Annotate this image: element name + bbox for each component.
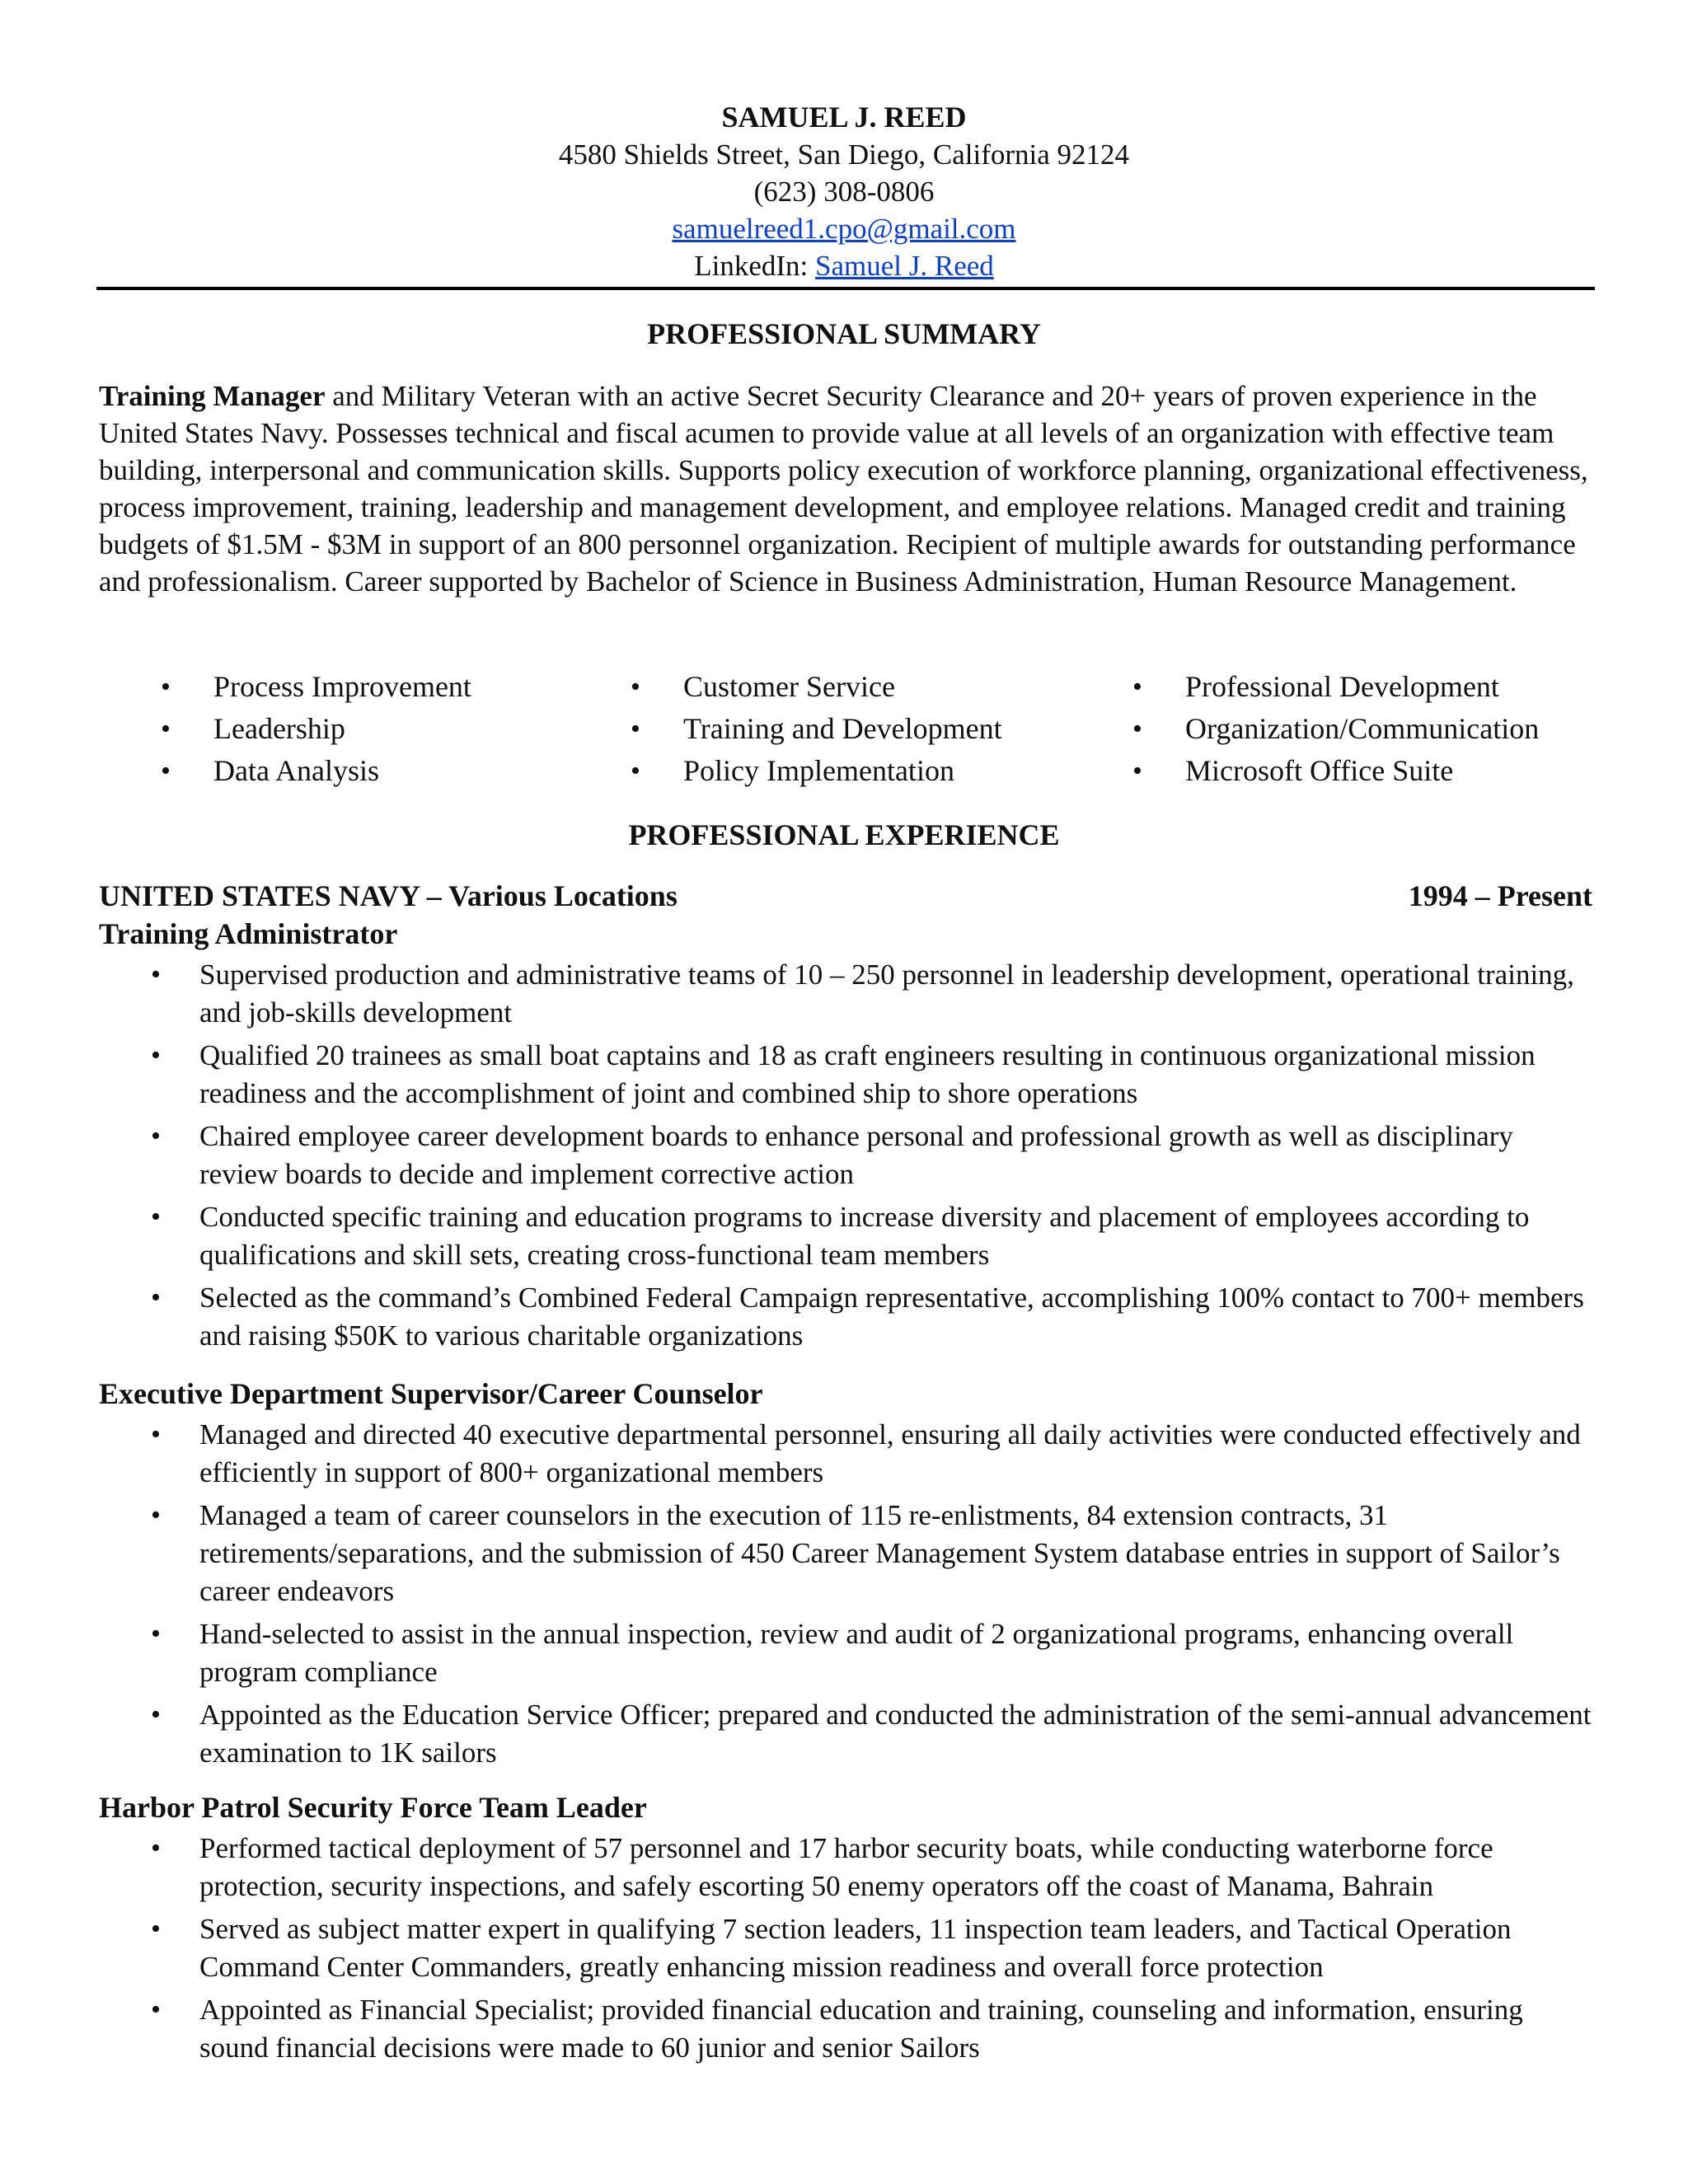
bullet-item: • Managed a team of career counselors in the execution of 115 re-enlistments, 84 extension contracts, 31 retirements/separations, and the submission of 450 Career Management System database entries in support of Sailor’s career endeavors <box>99 1497 1595 1610</box>
employer-line <box>99 877 1592 915</box>
bullet-item: • Conducted specific training and education programs to increase diversity and placement of employees according to qualifications and skill sets, creating cross-functional team members <box>99 1198 1595 1274</box>
employer-name: UNITED STATES NAVY – Various Locations <box>99 879 678 912</box>
summary-lead: Training Manager <box>99 380 326 412</box>
candidate-name: SAMUEL J. REED <box>721 101 967 134</box>
bullet-item: • Served as subject matter expert in qualifying 7 section leaders, 11 inspection team leaders, and Tactical Operation Command Center Commanders, greatly enhancing mission readiness and overall force protection <box>99 1910 1595 1986</box>
header-divider <box>96 287 1595 290</box>
summary-text: and Military Veteran with an active Secret Security Clearance and 20+ years of proven experience in the United States Navy. Possesses technical and fiscal acumen to provide value at all levels of an organization with effective team building, interpersonal and communication skills. Supports policy execution of workforce planning, organizational effectiveness, process improvement, training, leadership and management development, and employee relations. Managed credit and training budgets of $1.5M - $3M in support of an 800 personnel organization. Recipient of multiple awards for outstanding performance and professionalism. Career supported by Bachelor of Science in Business Administration, Human Resource Management. <box>99 380 1588 598</box>
skill-item: • Policy Implementation <box>631 750 1002 792</box>
bullet-item: • Appointed as Financial Specialist; provided financial education and training, counseling and information, ensuring sound financial decisions were made to 60 junior and senior Sailors <box>99 1991 1595 2067</box>
skill-item: • Process Improvement <box>161 666 471 708</box>
bullet-item: • Supervised production and administrative teams of 10 – 250 personnel in leadership development, operational training, and job-skills development <box>99 956 1595 1032</box>
role-bullets <box>99 1830 1595 2072</box>
skill-item: • Customer Service <box>631 666 1002 708</box>
role-title: Training Administrator <box>99 917 398 950</box>
linkedin-link[interactable]: Samuel J. Reed <box>815 250 994 282</box>
skill-item: • Professional Development <box>1132 666 1539 708</box>
contact-header <box>0 99 1688 284</box>
skills-column-3 <box>1132 666 1539 792</box>
role-bullets <box>99 1416 1595 1777</box>
skills-column-1 <box>161 666 471 792</box>
skill-item: • Training and Development <box>631 708 1002 750</box>
bullet-item: • Selected as the command’s Combined Federal Campaign representative, accomplishing 100% contact to 700+ members and raising $50K to various charitable organizations <box>99 1279 1595 1355</box>
phone: (623) 308-0806 <box>753 176 935 208</box>
bullet-item: • Performed tactical deployment of 57 personnel and 17 harbor security boats, while conducting waterborne force protection, security inspections, and safely escorting 50 enemy operators off the coast of Manama, Bahrain <box>99 1830 1595 1905</box>
linkedin-label: LinkedIn: <box>694 250 815 282</box>
summary-paragraph <box>99 377 1591 600</box>
linkedin-line <box>0 247 1688 284</box>
skill-item: • Leadership <box>161 708 471 750</box>
role-title: Executive Department Supervisor/Career Counselor <box>99 1377 763 1410</box>
experience-heading: PROFESSIONAL EXPERIENCE <box>628 818 1060 851</box>
skill-item: • Organization/Communication <box>1132 708 1539 750</box>
bullet-item: • Appointed as the Education Service Officer; prepared and conducted the administration of the semi-annual advancement examination to 1K sailors <box>99 1696 1595 1772</box>
bullet-item: • Qualified 20 trainees as small boat captains and 18 as craft engineers resulting in continuous organizational mission readiness and the accomplishment of joint and combined ship to shore operations <box>99 1037 1595 1113</box>
skill-item: • Data Analysis <box>161 750 471 792</box>
role-bullets <box>99 956 1595 1360</box>
employment-dates: 1994 – Present <box>1408 879 1592 912</box>
email-link[interactable]: samuelreed1.cpo@gmail.com <box>672 213 1016 245</box>
summary-heading: PROFESSIONAL SUMMARY <box>647 317 1041 350</box>
skill-item: • Microsoft Office Suite <box>1132 750 1539 792</box>
bullet-item: • Chaired employee career development boards to enhance personal and professional growth as well as disciplinary review boards to decide and implement corrective action <box>99 1118 1595 1193</box>
role-title: Harbor Patrol Security Force Team Leader <box>99 1791 647 1824</box>
skills-column-2 <box>631 666 1002 792</box>
bullet-item: • Managed and directed 40 executive departmental personnel, ensuring all daily activities were conducted effectively and efficiently in support of 800+ organizational members <box>99 1416 1595 1492</box>
bullet-item: • Hand-selected to assist in the annual inspection, review and audit of 2 organizational programs, enhancing overall program compliance <box>99 1615 1595 1691</box>
address: 4580 Shields Street, San Diego, California 92124 <box>558 138 1130 171</box>
